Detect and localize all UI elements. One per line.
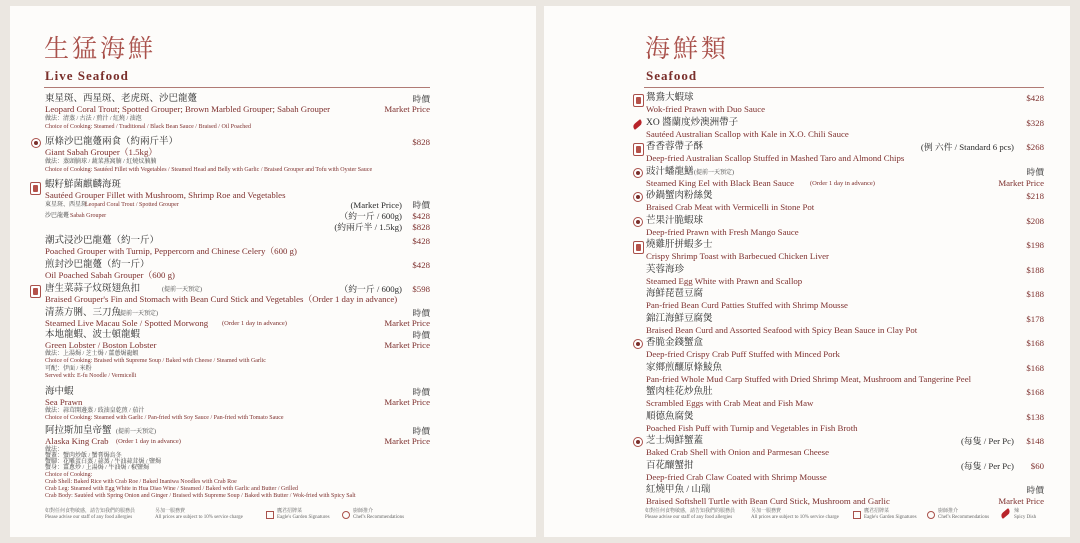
price-zh: 時價	[1026, 167, 1044, 177]
price-en: Market Price	[384, 318, 430, 328]
weight: （約一斤 / 600g)	[339, 284, 402, 294]
portion: (每隻 / Per Pc)	[960, 436, 1014, 446]
dish-name-en: Braised Grouper's Fin and Stomach with Bean Curd Stick and Vegetables（Order 1 day in advance)	[45, 294, 398, 304]
variant-en: Sabah Grouper	[70, 213, 107, 219]
dish-name-en: Sea Prawn	[45, 397, 83, 407]
dish-name-zh: 豉汁蟠龍鱔	[646, 167, 694, 177]
signature-dish-icon	[30, 285, 41, 298]
dish-name-en: Baked Crab Shell with Onion and Parmesan Cheese	[646, 447, 829, 457]
chef-recommendation-icon	[633, 339, 643, 349]
price-en: Market Price	[998, 178, 1044, 188]
dish-name-en: Scrambled Eggs with Crab Meat and Fish Maw	[646, 398, 814, 408]
dish-name-zh: 本地龍蝦、波士頓龍蝦	[45, 330, 141, 340]
footer-allergy-en: Please advise our staff of any food allergies	[645, 515, 733, 520]
price: $138	[1026, 412, 1044, 422]
footer-service-charge	[155, 509, 243, 521]
price: $208	[1026, 216, 1044, 226]
cooking-options-zh: 蟹腳：花雕蛋白蒸 / 蒜蒸 / 牛油蒜茸焗 / 鹽焗	[45, 459, 162, 465]
footer-spicy	[1014, 509, 1036, 521]
footer-service-en: All prices are subject to 10% service charge	[155, 515, 243, 520]
cooking-options-zh: 做法：蒸頭腩球 / 蔬菜燕窩腩 / 紅燒炆腩腩	[45, 159, 157, 165]
dish-name-en: Poached Fish Puff with Turnip and Vegetables in Fish Broth	[646, 423, 858, 433]
price: $188	[1026, 289, 1044, 299]
footer-spicy-en: Spicy Dish	[1014, 515, 1037, 520]
dish-name-en: Pan-fried Whole Mud Carp Stuffed with Dried Shrimp Meat, Mushroom and Tangerine Peel	[646, 374, 972, 384]
dish-name-zh: XO 醬蘭度炒澳洲帶子	[646, 118, 739, 128]
cooking-options-zh: 做法：	[45, 447, 64, 453]
chef-legend-icon	[927, 511, 935, 519]
chef-recommendation-icon	[633, 437, 643, 447]
footer-chef-zh: 廚師推介	[353, 509, 374, 514]
weight: (約兩斤半 / 1.5kg)	[334, 222, 402, 232]
dish-name-en: Braised Bean Curd and Assorted Seafood with Spicy Bean Sauce in Clay Pot	[646, 325, 918, 335]
page-title-zh: 海鮮類	[645, 36, 730, 63]
order-note-zh: (提前一天預定)	[162, 287, 202, 293]
footer-signature	[277, 509, 330, 521]
footer-chef	[353, 509, 404, 521]
chili-icon	[632, 119, 644, 130]
cooking-options-en: Choice of Cooking: Braised with Supreme Soup / Baked with Cheese / Steamed with Garlic	[45, 358, 266, 364]
dish-name-zh: 清蒸方脷、三刀魚	[45, 308, 122, 318]
dish-name-zh: 順德魚腐煲	[646, 412, 694, 422]
dish-name-zh: 原條沙巴龍躉兩食（約兩斤半）	[45, 137, 179, 147]
cooking-options-zh: 做法：清蒸 / 古法 / 煎汁 / 紅燒 / 油泡	[45, 116, 142, 122]
price: $168	[1026, 363, 1044, 373]
dish-name-zh: 芝士焗鮮蟹蓋	[646, 436, 704, 446]
dish-name-en: Deep-fried Prawn with Fresh Mango Sauce	[646, 227, 799, 237]
price-en: Market Price	[384, 397, 430, 407]
chef-legend-icon	[342, 511, 350, 519]
right-page	[544, 6, 1070, 537]
cooking-options-zh: 蟹蓋：蟹肉炒飯 / 蟹膏焗烏冬	[45, 453, 122, 459]
footer-chef-zh: 廚師推介	[938, 509, 959, 514]
cooking-options-en: Crab Leg: Steamed with Egg White in Hua Diao Wine / Steamed / Baked with Garlic and Butter / Grilled	[45, 486, 298, 492]
footer-signature-en: Eagle's Garden Signatures	[277, 515, 330, 520]
chef-recommendation-icon	[633, 217, 643, 227]
page-title-en: Live Seafood	[45, 68, 129, 83]
dish-name-zh: 家鄉煎釀原條鯪魚	[646, 363, 723, 373]
dish-name-zh: 芙蓉海珍	[646, 265, 685, 275]
dish-name-zh: 鴛鴦大蝦球	[646, 93, 694, 103]
serving-options-zh: 可配：伊面 / 米粉	[45, 366, 92, 372]
dish-name-en: Braised Softshell Turtle with Bean Curd Stick, Mushroom and Garlic	[646, 496, 890, 506]
left-page	[10, 6, 536, 537]
price-zh: 時價	[412, 426, 430, 436]
cooking-options-en: Choice of Cooking:	[45, 472, 93, 478]
dish-name-en: Deep-fried Crispy Crab Puff Stuffed with Minced Pork	[646, 349, 840, 359]
cooking-options-zh: 蟹身：薑蔥炒 / 上湯焗 / 牛油焗 / 椒鹽焗	[45, 465, 150, 471]
dish-name-zh: 砂鍋蟹肉粉絲煲	[646, 191, 713, 201]
dish-name-en: Giant Sabah Grouper（1.5kg）	[45, 147, 158, 157]
dish-name-en: Deep-fried Crab Claw Coated with Shrimp Mousse	[646, 472, 827, 482]
order-note-zh: (提前一天預定)	[694, 170, 734, 176]
order-note-en: (Order 1 day in advance)	[810, 180, 875, 187]
price-en: Market Price	[384, 436, 430, 446]
price: $598	[412, 284, 430, 294]
price-zh: 時價	[412, 94, 430, 104]
dish-name-zh: 東星斑、西星斑、老虎斑、沙巴龍躉	[45, 94, 198, 104]
variant-zh: 東星斑、西星斑	[45, 202, 88, 208]
dish-name-zh: 海中蝦	[45, 387, 74, 397]
signature-dish-icon	[633, 94, 644, 107]
order-note-en: (Order 1 day in advance)	[222, 320, 287, 327]
variant-en: Leopard Coral Trout / Spotted Grouper	[85, 202, 179, 208]
price: $60	[1030, 461, 1044, 471]
dish-name-zh: 唐生菜蒜子炆斑翅魚扣	[45, 284, 141, 294]
footer-allergy-zh: 如對任何食物敏感，請告知我們的服務員	[645, 509, 736, 514]
dish-name-zh: 芒果汁脆蝦球	[646, 216, 704, 226]
price-zh: 時價	[412, 308, 430, 318]
footer-signature	[864, 509, 917, 521]
price: $428	[412, 236, 430, 246]
footer-signature-en: Eagle's Garden Signatures	[864, 515, 917, 520]
page-title-zh: 生猛海鮮	[44, 36, 157, 63]
price: $148	[1026, 436, 1044, 446]
price-zh: 時價	[1026, 485, 1044, 495]
page-title-en: Seafood	[646, 68, 698, 83]
dish-name-en: Pan-fried Bean Curd Patties Stuffed with Shrimp Mousse	[646, 300, 848, 310]
order-note-zh: (提前一天預定)	[116, 429, 156, 435]
dish-name-en: Deep-fried Australian Scallop Stuffed in Mashed Taro and Almond Chips	[646, 153, 905, 163]
portion: (例 六件 / Standard 6 pcs)	[920, 142, 1014, 152]
dish-name-zh: 阿拉斯加皇帝蟹	[45, 426, 112, 436]
price: $428	[412, 260, 430, 270]
dish-name-en: Oil Poached Sabah Grouper（600 g)	[45, 270, 175, 280]
order-note-en: (Order 1 day in advance)	[116, 438, 181, 445]
price-zh: 時價	[412, 387, 430, 397]
dish-name-zh: 蝦籽鮮菌麒麟海斑	[45, 180, 122, 190]
cooking-options-en: Choice of Cooking: Sautéed Fillet with Vegetables / Steamed Head and Belly with Garlic / Braised Grouper and Tofu with Oyster Sauce	[45, 167, 373, 173]
price-zh: 時價	[412, 330, 430, 340]
title-rule	[44, 87, 430, 88]
dish-name-en: Alaska King Crab	[45, 436, 109, 446]
footer-service-zh: 另加一服務費	[751, 509, 782, 514]
price-en: Market Price	[998, 496, 1044, 506]
cooking-options-en: Choice of Cooking: Steamed with Garlic / Pan-fried with Soy Sauce / Pan-fried with Tomato Sauce	[45, 415, 284, 421]
cooking-options-en: Crab Shell: Baked Rice with Crab Roe / Baked Inaniwa Noodles with Crab Roe	[45, 479, 237, 485]
signature-dish-icon	[30, 182, 41, 195]
dish-name-en: Braised Crab Meat with Vermicelli in Stone Pot	[646, 202, 815, 212]
market-price-label: (Market Price)	[350, 200, 402, 210]
dish-name-zh: 燒雞肝拼蝦多士	[646, 240, 713, 250]
price: $828	[412, 137, 430, 147]
dish-name-zh: 香脆金錢蟹盒	[646, 338, 704, 348]
cooking-options-en: Crab Body: Sautéed with Spring Onion and Ginger / Braised with Supreme Soup / Baked with Butter / Wok-fried with Spicy Salt	[45, 493, 356, 499]
chef-recommendation-icon	[31, 138, 41, 148]
price: $168	[1026, 338, 1044, 348]
price: $168	[1026, 387, 1044, 397]
footer-signature-zh: 鷹君招牌菜	[864, 509, 890, 514]
footer-allergy	[45, 509, 135, 521]
footer-signature-zh: 鷹君招牌菜	[277, 509, 303, 514]
price: $328	[1026, 118, 1044, 128]
dish-name-zh: 煎封沙巴龍躉（約一斤）	[45, 260, 150, 270]
price-zh: 時價	[412, 200, 430, 210]
dish-name-en: Leopard Coral Trout; Spotted Grouper; Brown Marbled Grouper; Sabah Grouper	[45, 104, 331, 114]
chili-legend-icon	[1000, 508, 1012, 519]
dish-name-zh: 蟹肉桂花炒魚肚	[646, 387, 713, 397]
dish-name-zh: 紅燒甲魚 / 山瑞	[646, 485, 711, 495]
footer-service-zh: 另加一服務費	[155, 509, 186, 514]
chef-recommendation-icon	[633, 168, 643, 178]
serving-options-en: Served with: E-fu Noodle / Vermicelli	[45, 373, 137, 379]
weight: （約一斤 / 600g)	[339, 211, 402, 221]
price-en: Market Price	[384, 104, 430, 114]
variant-zh: 沙巴龍躉	[45, 213, 70, 219]
order-note-zh: (提前一天預定)	[118, 311, 158, 317]
dish-name-en: Green Lobster / Boston Lobster	[45, 340, 157, 350]
signature-legend-icon	[853, 511, 861, 519]
title-rule	[644, 87, 1044, 88]
price: $198	[1026, 240, 1044, 250]
dish-name-zh: 潮式浸沙巴龍躉（約一斤）	[45, 236, 160, 246]
footer-allergy-en: Please advise our staff of any food allergies	[45, 515, 133, 520]
price: $828	[412, 222, 430, 232]
price: $218	[1026, 191, 1044, 201]
dish-name-zh: 香香蓉帶子酥	[646, 142, 704, 152]
dish-name-en: Poached Grouper with Turnip, Peppercorn and Chinese Celery（600 g)	[45, 246, 297, 256]
footer-allergy-zh: 如對任何食物敏感，請告知我們的服務員	[45, 509, 136, 514]
dish-name-en: Steamed Egg White with Prawn and Scallop	[646, 276, 803, 286]
dish-name-en: Steamed Live Macau Sole / Spotted Morwong	[45, 318, 209, 328]
signature-dish-icon	[633, 241, 644, 254]
dish-name-zh: 海鮮琵琶豆腐	[646, 289, 704, 299]
footer-chef-en: Chef's Recommendations	[938, 515, 990, 520]
cooking-options-zh: 做法：上湯焗 / 芝士焗 / 薑蔥焗龍蝦	[45, 351, 139, 357]
dish-name-zh: 錦江海鮮豆腐煲	[646, 314, 713, 324]
price: $428	[1026, 93, 1044, 103]
dish-name-en: Sautéed Australian Scallop with Kale in X.O. Chili Sauce	[646, 129, 849, 139]
dish-name-en: Wok-fried Prawn with Duo Sauce	[646, 104, 765, 114]
footer-chef	[938, 509, 989, 521]
dish-name-en: Crispy Shrimp Toast with Barbecued Chicken Liver	[646, 251, 829, 261]
cooking-options-zh: 做法：蒜茸開邊蒸 / 豉油皇乾煎 / 茄汁	[45, 408, 145, 414]
footer-spicy-zh: 辣	[1014, 509, 1020, 514]
price-en: Market Price	[384, 340, 430, 350]
portion: (每隻 / Per Pc)	[960, 461, 1014, 471]
price: $428	[412, 211, 430, 221]
chef-recommendation-icon	[633, 192, 643, 202]
footer-service-charge	[751, 509, 839, 521]
dish-name-en: Sautéed Grouper Fillet with Mushroom, Shrimp Roe and Vegetables	[45, 190, 286, 200]
price: $268	[1026, 142, 1044, 152]
cooking-options-en: Choice of Cooking: Steamed / Traditional / Black Bean Sauce / Braised / Oil Poached	[45, 124, 251, 130]
signature-dish-icon	[633, 143, 644, 156]
dish-name-zh: 百花釀蟹拑	[646, 461, 694, 471]
price: $178	[1026, 314, 1044, 324]
footer-chef-en: Chef's Recommendations	[353, 515, 405, 520]
dish-name-en: Steamed King Eel with Black Bean Sauce	[646, 178, 795, 188]
footer-service-en: All prices are subject to 10% service charge	[751, 515, 839, 520]
signature-legend-icon	[266, 511, 274, 519]
footer-allergy	[645, 509, 735, 521]
price: $188	[1026, 265, 1044, 275]
